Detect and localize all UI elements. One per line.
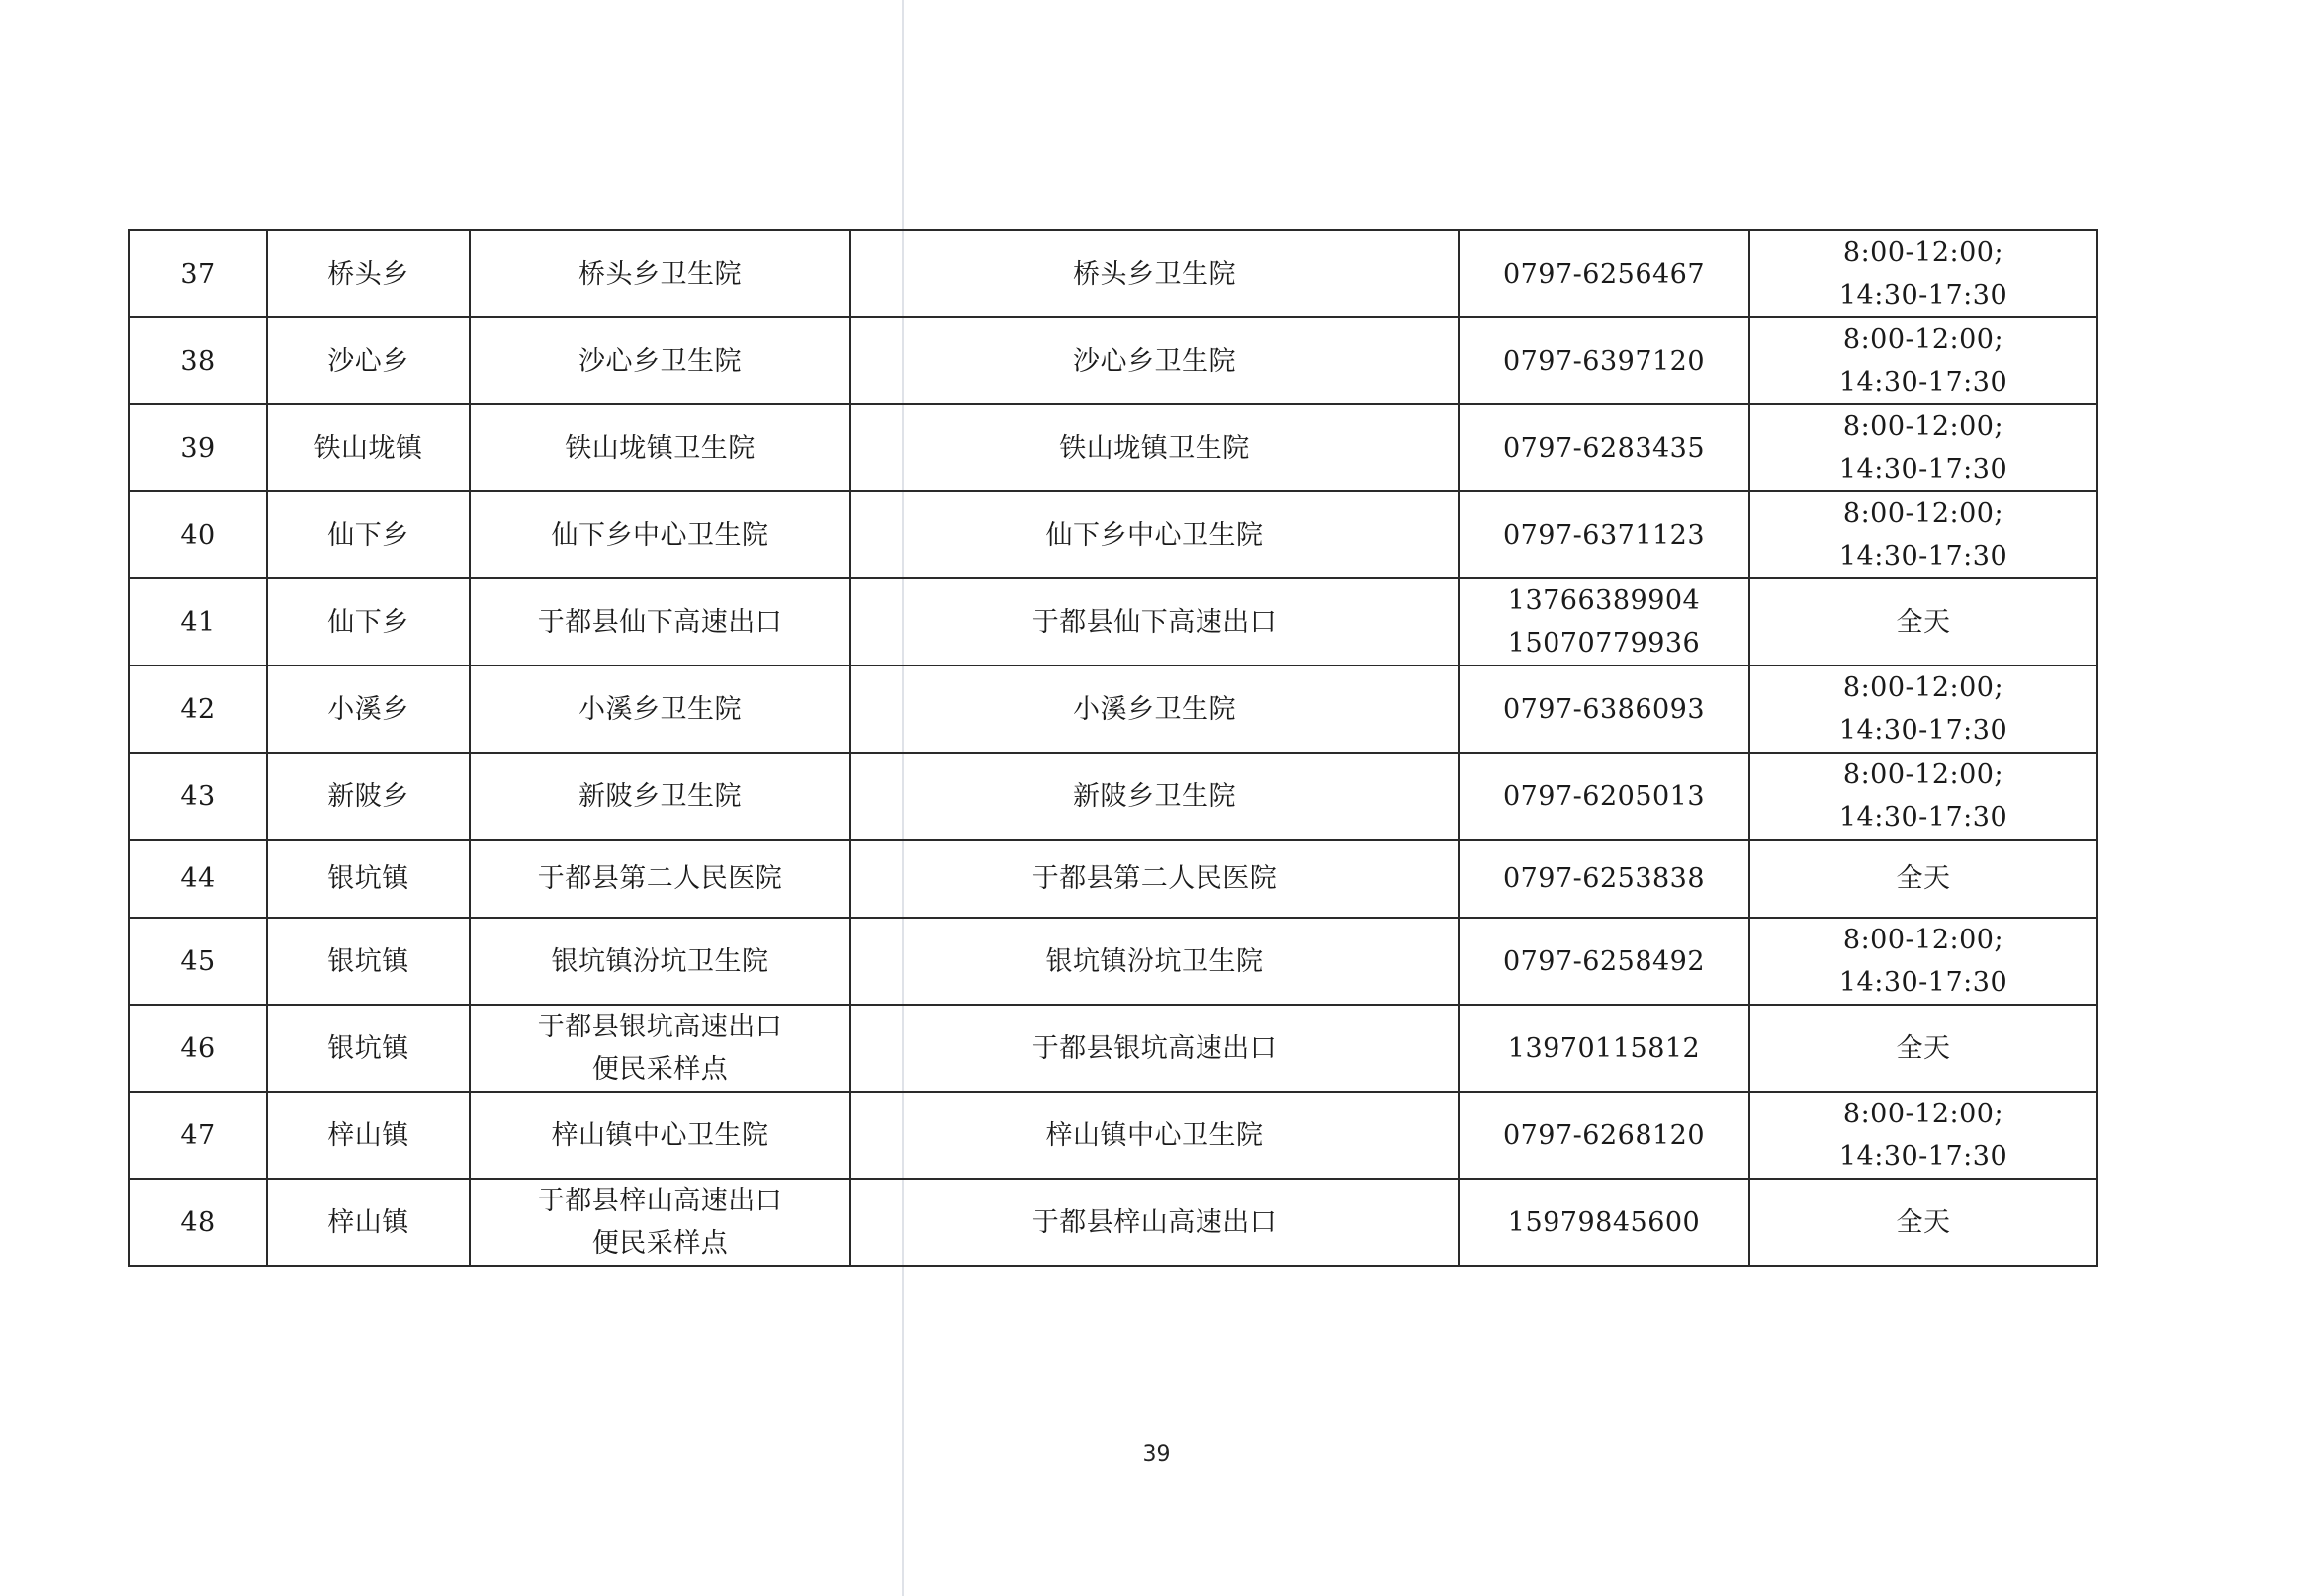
cell-address: 于都县银坑高速出口	[850, 1005, 1459, 1092]
table-row	[129, 665, 2097, 753]
cell-site: 沙心乡卫生院	[470, 317, 850, 404]
table-row	[129, 840, 2097, 918]
cell-phone: 0797-6205013	[1459, 753, 1749, 840]
sampling-sites-table-container	[128, 229, 2096, 1267]
cell-phone: 0797-6253838	[1459, 840, 1749, 918]
cell-site: 银坑镇汾坑卫生院	[470, 918, 850, 1005]
cell-no: 40	[129, 491, 267, 578]
cell-address: 仙下乡中心卫生院	[850, 491, 1459, 578]
cell-hours: 8:00-12:00; 14:30-17:30	[1749, 230, 2097, 317]
cell-site: 小溪乡卫生院	[470, 665, 850, 753]
table-row	[129, 1005, 2097, 1092]
cell-site: 仙下乡中心卫生院	[470, 491, 850, 578]
cell-town: 桥头乡	[267, 230, 470, 317]
cell-site: 于都县仙下高速出口	[470, 578, 850, 665]
cell-address: 新陂乡卫生院	[850, 753, 1459, 840]
page-number: 39	[1142, 1442, 1171, 1466]
cell-no: 47	[129, 1092, 267, 1179]
cell-no: 48	[129, 1179, 267, 1266]
cell-town: 仙下乡	[267, 578, 470, 665]
table-row	[129, 753, 2097, 840]
cell-no: 39	[129, 404, 267, 491]
cell-hours: 8:00-12:00; 14:30-17:30	[1749, 753, 2097, 840]
cell-phone: 0797-6371123	[1459, 491, 1749, 578]
table-row	[129, 1092, 2097, 1179]
sampling-sites-table	[128, 229, 2098, 1267]
table-row	[129, 578, 2097, 665]
cell-phone: 0797-6283435	[1459, 404, 1749, 491]
table-row	[129, 1179, 2097, 1266]
table-row	[129, 404, 2097, 491]
cell-phone: 0797-6386093	[1459, 665, 1749, 753]
cell-phone: 15979845600	[1459, 1179, 1749, 1266]
cell-site: 铁山垅镇卫生院	[470, 404, 850, 491]
cell-hours: 8:00-12:00; 14:30-17:30	[1749, 918, 2097, 1005]
cell-town: 梓山镇	[267, 1179, 470, 1266]
cell-no: 45	[129, 918, 267, 1005]
cell-no: 42	[129, 665, 267, 753]
cell-town: 银坑镇	[267, 1005, 470, 1092]
cell-address: 于都县第二人民医院	[850, 840, 1459, 918]
cell-hours: 全天	[1749, 578, 2097, 665]
cell-phone: 0797-6268120	[1459, 1092, 1749, 1179]
table-body	[129, 230, 2097, 1266]
cell-phone: 0797-6258492	[1459, 918, 1749, 1005]
cell-address: 铁山垅镇卫生院	[850, 404, 1459, 491]
cell-hours: 8:00-12:00; 14:30-17:30	[1749, 1092, 2097, 1179]
cell-site: 于都县第二人民医院	[470, 840, 850, 918]
cell-address: 于都县仙下高速出口	[850, 578, 1459, 665]
cell-town: 银坑镇	[267, 840, 470, 918]
cell-hours: 8:00-12:00; 14:30-17:30	[1749, 491, 2097, 578]
cell-no: 46	[129, 1005, 267, 1092]
cell-town: 梓山镇	[267, 1092, 470, 1179]
cell-no: 43	[129, 753, 267, 840]
cell-no: 37	[129, 230, 267, 317]
cell-town: 银坑镇	[267, 918, 470, 1005]
cell-no: 41	[129, 578, 267, 665]
cell-phone: 13970115812	[1459, 1005, 1749, 1092]
table-row	[129, 491, 2097, 578]
cell-hours: 8:00-12:00; 14:30-17:30	[1749, 317, 2097, 404]
cell-site: 新陂乡卫生院	[470, 753, 850, 840]
cell-no: 38	[129, 317, 267, 404]
cell-hours: 全天	[1749, 1179, 2097, 1266]
cell-address: 于都县梓山高速出口	[850, 1179, 1459, 1266]
cell-site: 于都县梓山高速出口 便民采样点	[470, 1179, 850, 1266]
cell-site: 梓山镇中心卫生院	[470, 1092, 850, 1179]
cell-site: 于都县银坑高速出口 便民采样点	[470, 1005, 850, 1092]
cell-town: 小溪乡	[267, 665, 470, 753]
cell-site: 桥头乡卫生院	[470, 230, 850, 317]
cell-hours: 8:00-12:00; 14:30-17:30	[1749, 665, 2097, 753]
table-row	[129, 918, 2097, 1005]
cell-phone: 0797-6397120	[1459, 317, 1749, 404]
cell-address: 梓山镇中心卫生院	[850, 1092, 1459, 1179]
cell-no: 44	[129, 840, 267, 918]
cell-address: 沙心乡卫生院	[850, 317, 1459, 404]
cell-town: 沙心乡	[267, 317, 470, 404]
cell-hours: 全天	[1749, 840, 2097, 918]
cell-address: 桥头乡卫生院	[850, 230, 1459, 317]
cell-town: 铁山垅镇	[267, 404, 470, 491]
cell-hours: 全天	[1749, 1005, 2097, 1092]
table-row	[129, 317, 2097, 404]
cell-address: 小溪乡卫生院	[850, 665, 1459, 753]
table-row	[129, 230, 2097, 317]
cell-phone: 13766389904 15070779936	[1459, 578, 1749, 665]
cell-town: 新陂乡	[267, 753, 470, 840]
cell-town: 仙下乡	[267, 491, 470, 578]
cell-hours: 8:00-12:00; 14:30-17:30	[1749, 404, 2097, 491]
cell-phone: 0797-6256467	[1459, 230, 1749, 317]
cell-address: 银坑镇汾坑卫生院	[850, 918, 1459, 1005]
